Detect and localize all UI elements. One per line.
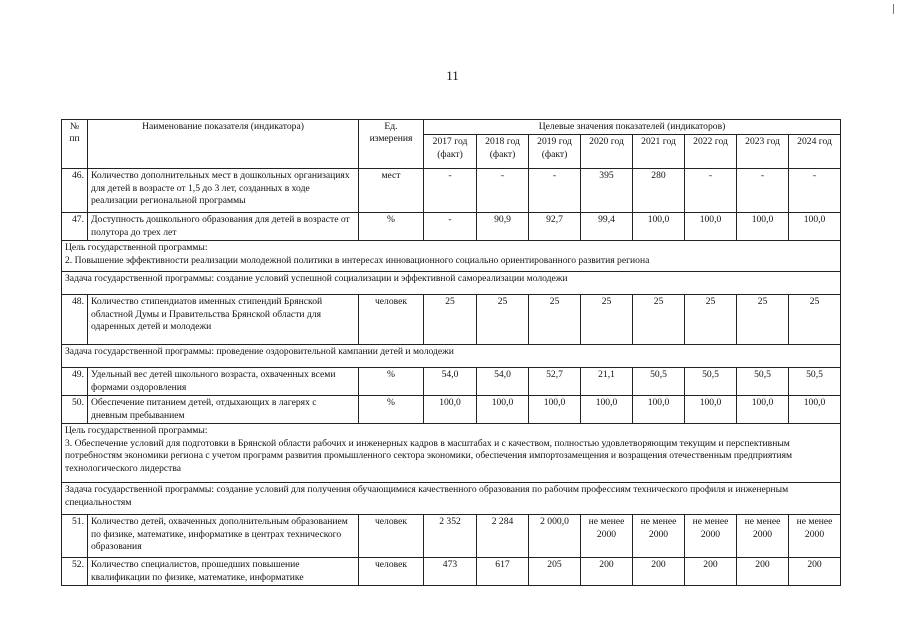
value-cell: 100,0 bbox=[529, 396, 581, 424]
table-row bbox=[62, 558, 841, 586]
value-cell: не менее 2000 bbox=[737, 515, 789, 558]
indicator-name: Доступность дошкольного образования для детей в возрасте от полутора до трех лет bbox=[88, 213, 359, 241]
header-target: Целевые значения показателей (индикаторов) bbox=[424, 120, 841, 135]
table-row bbox=[62, 169, 841, 213]
value-cell: 100,0 bbox=[737, 213, 789, 241]
indicator-name: Количество детей, охваченных дополнительным образованием по физике, математике, информатике в центрах технического образования bbox=[88, 515, 359, 558]
section-text: Цель государственной программы: 2. Повышение эффективности реализации молодежной политики в интересах инновационного социально ориентированного развития региона bbox=[62, 241, 841, 272]
value-cell: 25 bbox=[424, 295, 477, 345]
value-cell: - bbox=[424, 169, 477, 213]
value-cell: 100,0 bbox=[789, 396, 841, 424]
row-number: 48. bbox=[62, 295, 88, 345]
value-cell: - bbox=[529, 169, 581, 213]
value-cell: 617 bbox=[477, 558, 529, 586]
value-cell: 200 bbox=[633, 558, 685, 586]
value-cell: 25 bbox=[737, 295, 789, 345]
value-cell: 473 bbox=[424, 558, 477, 586]
section-row bbox=[62, 272, 841, 295]
value-cell: 200 bbox=[789, 558, 841, 586]
indicator-name: Количество стипендиатов именных стипендий Брянской областной Думы и Правительства Брянской области для одаренных детей и молодежи bbox=[88, 295, 359, 345]
table-row bbox=[62, 368, 841, 396]
header-year: 2018 год (факт) bbox=[477, 135, 529, 169]
row-number: 50. bbox=[62, 396, 88, 424]
row-number: 46. bbox=[62, 169, 88, 213]
header-year: 2022 год bbox=[685, 135, 737, 169]
value-cell: 25 bbox=[789, 295, 841, 345]
value-cell: 100,0 bbox=[633, 396, 685, 424]
section-text: Цель государственной программы: 3. Обеспечение условий для подготовки в Брянской области рабочих и инженерных кадров в масштабах и с качеством, полностью удовлетворяющим текущим и перспективным потребностям экономики региона с учетом программ развития промышленного сектора экономики, обеспечения импортозамещения и возращения отечественным предприятиям технологического лидерства bbox=[62, 424, 841, 483]
value-cell: 2 284 bbox=[477, 515, 529, 558]
value-cell: 50,5 bbox=[685, 368, 737, 396]
value-cell: 205 bbox=[529, 558, 581, 586]
indicators-table bbox=[61, 119, 841, 586]
row-number: 47. bbox=[62, 213, 88, 241]
value-cell: 50,5 bbox=[633, 368, 685, 396]
table-row bbox=[62, 396, 841, 424]
section-row bbox=[62, 345, 841, 368]
value-cell: 100,0 bbox=[685, 213, 737, 241]
value-cell: - bbox=[737, 169, 789, 213]
table-row bbox=[62, 515, 841, 558]
value-cell: - bbox=[477, 169, 529, 213]
value-cell: 100,0 bbox=[789, 213, 841, 241]
section-row bbox=[62, 424, 841, 483]
value-cell: - bbox=[685, 169, 737, 213]
value-cell: 100,0 bbox=[581, 396, 633, 424]
header-no: № пп bbox=[62, 120, 88, 169]
value-cell: 100,0 bbox=[633, 213, 685, 241]
value-cell: 92,7 bbox=[529, 213, 581, 241]
value-cell: не менее 2000 bbox=[581, 515, 633, 558]
header-name: Наименование показателя (индикатора) bbox=[88, 120, 359, 169]
value-cell: 200 bbox=[685, 558, 737, 586]
unit: % bbox=[359, 396, 424, 424]
value-cell: 200 bbox=[737, 558, 789, 586]
value-cell: 25 bbox=[477, 295, 529, 345]
row-number: 51. bbox=[62, 515, 88, 558]
value-cell: 52,7 bbox=[529, 368, 581, 396]
page-number: 11 bbox=[446, 68, 459, 83]
value-cell: - bbox=[424, 213, 477, 241]
unit: человек bbox=[359, 295, 424, 345]
value-cell: 100,0 bbox=[737, 396, 789, 424]
value-cell: 25 bbox=[529, 295, 581, 345]
header-year: 2024 год bbox=[789, 135, 841, 169]
value-cell: не менее 2000 bbox=[685, 515, 737, 558]
page-edge-mark bbox=[893, 4, 894, 14]
unit: мест bbox=[359, 169, 424, 213]
section-text: Задача государственной программы: создание условий успешной социализации и эффективной самореализации молодежи bbox=[62, 272, 841, 295]
value-cell: 100,0 bbox=[424, 396, 477, 424]
value-cell: 100,0 bbox=[477, 396, 529, 424]
value-cell: 54,0 bbox=[424, 368, 477, 396]
indicator-name: Удельный вес детей школьного возраста, охваченных всеми формами оздоровления bbox=[88, 368, 359, 396]
value-cell: 200 bbox=[581, 558, 633, 586]
value-cell: 54,0 bbox=[477, 368, 529, 396]
value-cell: 2 352 bbox=[424, 515, 477, 558]
header-unit: Ед. измерения bbox=[359, 120, 424, 169]
value-cell: не менее 2000 bbox=[633, 515, 685, 558]
section-row bbox=[62, 241, 841, 272]
value-cell: - bbox=[789, 169, 841, 213]
indicators-body bbox=[62, 169, 841, 586]
value-cell: 50,5 bbox=[737, 368, 789, 396]
header-year: 2021 год bbox=[633, 135, 685, 169]
value-cell: 100,0 bbox=[685, 396, 737, 424]
table-row bbox=[62, 295, 841, 345]
section-row bbox=[62, 483, 841, 515]
unit: человек bbox=[359, 558, 424, 586]
header-year: 2023 год bbox=[737, 135, 789, 169]
value-cell: не менее 2000 bbox=[789, 515, 841, 558]
value-cell: 25 bbox=[633, 295, 685, 345]
header-year: 2017 год (факт) bbox=[424, 135, 477, 169]
unit: % bbox=[359, 213, 424, 241]
header-year: 2020 год bbox=[581, 135, 633, 169]
section-text: Задача государственной программы: проведение оздоровительной кампании детей и молодежи bbox=[62, 345, 841, 368]
value-cell: 90,9 bbox=[477, 213, 529, 241]
indicator-name: Количество дополнительных мест в дошкольных организациях для детей в возрасте от 1,5 до 3 лет, созданных в ходе реализации региональной программы bbox=[88, 169, 359, 213]
value-cell: 25 bbox=[685, 295, 737, 345]
row-number: 49. bbox=[62, 368, 88, 396]
value-cell: 2 000,0 bbox=[529, 515, 581, 558]
value-cell: 21,1 bbox=[581, 368, 633, 396]
value-cell: 25 bbox=[581, 295, 633, 345]
header-year: 2019 год (факт) bbox=[529, 135, 581, 169]
indicator-name: Количество специалистов, прошедших повышение квалификации по физике, математике, информатике bbox=[88, 558, 359, 586]
value-cell: 50,5 bbox=[789, 368, 841, 396]
value-cell: 280 bbox=[633, 169, 685, 213]
section-text: Задача государственной программы: создание условий для получения обучающимися качественного образования по рабочим профессиям технического профиля и инженерным специальностям bbox=[62, 483, 841, 515]
indicator-name: Обеспечение питанием детей, отдыхающих в лагерях с дневным пребыванием bbox=[88, 396, 359, 424]
value-cell: 99,4 bbox=[581, 213, 633, 241]
unit: человек bbox=[359, 515, 424, 558]
value-cell: 395 bbox=[581, 169, 633, 213]
row-number: 52. bbox=[62, 558, 88, 586]
table-row bbox=[62, 213, 841, 241]
unit: % bbox=[359, 368, 424, 396]
